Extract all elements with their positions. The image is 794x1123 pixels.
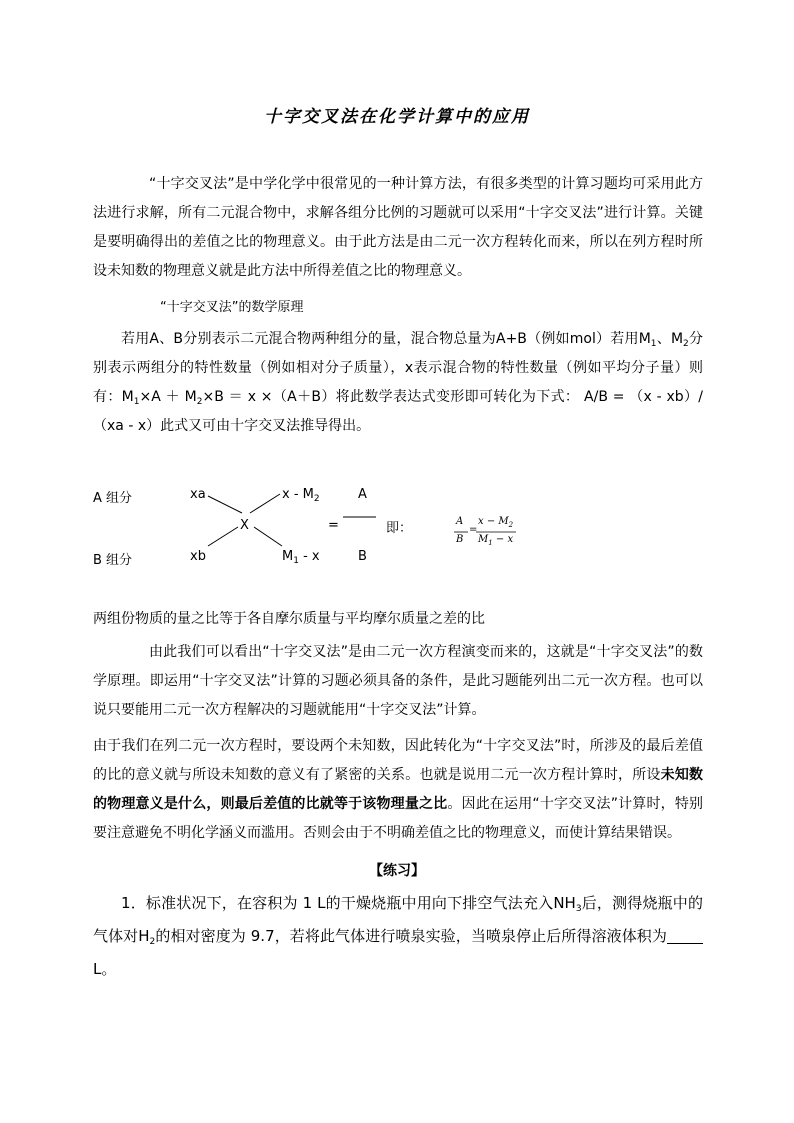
x-minus-m2-label: x - $M_2$ [282,487,320,504]
frac-right-den: $M_1 - x$ [478,534,514,547]
m1-minus-x-label: $M_1$ - x [282,549,320,566]
cross-x-label: X [240,518,249,533]
question-1: 1．标准状况下，在容积为 1 L的干燥烧瓶中用向下排空气法充入$NH_3$后，测得烧瓶中的气体对$H_2$的相对密度为 9.7，若将此气体进行喷泉实验，当喷泉停止后所得溶液体积为L。 [93,894,703,978]
xb-label: xb [190,549,206,564]
group-b-label: B 组分 [93,553,133,568]
ratio-a-label: A [358,487,367,502]
ratio-b-label: B [358,549,367,564]
cross-line-bottom-right [254,527,282,546]
xa-label: xa [190,487,206,502]
frac-left-num: A [456,516,464,527]
statement-line: 两组份物质的量之比等于各自摩尔质量与平均摩尔质量之差的比 [93,611,485,627]
cross-line-top-left [208,496,242,513]
principle-paragraph: 若用A、B分别表示二元混合物两种组分的量，混合物总量为A+B（例如mol）若用$M_1$、$M_2$分别表示两组分的特性数量（例如相对分子质量），x表示混合物的特性数量（例如平均分子量）则有：$M_1\times A + M_2\times B = x \times(A+B)$将此数学表达式变形即可转化为下式： A/B = （x - xb）/（xa - x）此式又可由十字交叉法推导得出。 [93,331,703,434]
namely-label: 即： [386,521,413,536]
practice-heading: 【练习】 [369,863,425,879]
document-title: 十字交叉法在化学计算中的应用 [264,107,530,127]
frac-left-den: B [456,534,464,545]
frac-right-num: $x - M_2$ [478,516,514,529]
frac-equals: = [469,524,478,535]
explain-paragraph-1: 由此我们可以看出“十字交叉法”是由二元一次方程演变而来的，这就是“十字交叉法”的数学原理。即运用“十字交叉法”计算的习题必须具备的条件，是此习题能列出二元一次方程。也可以说只要能用二元一次方程解决的习题就能用“十字交叉法”计算。 [93,644,703,718]
explain-paragraph-2: 由于我们在列二元一次方程时，要设两个未知数，因此转化为“十字交叉法”时，所涉及的最后差值的比的意义就与所设未知数的意义有了紧密的关系。也就是说用二元一次方程计算时，所设未知数的物理意义是什么，则最后差值的比就等于该物理量之比。因此在运用“十字交叉法”计算时，特别要注意避免不明化学涵义而滥用。否则会由于不明确差值之比的物理意义，而使计算结果错误。 [93,738,704,841]
cross-line-top-right [250,494,280,513]
equals-sign: = [328,518,339,533]
principle-heading: “十字交叉法”的数学原理 [160,300,304,315]
intro-paragraph: “十字交叉法”是中学化学中很常见的一种计算方法，有很多类型的计算习题均可采用此方法进行求解，所有二元混合物中，求解各组分比例的习题就可以采用“十字交叉法”进行计算。关键是要明确得出的差值之比的物理意义。由于此方法是由二元一次方程转化而来，所以在列方程时所设未知数的物理意义就是此方法中所得差值之比的物理意义。 [93,176,703,279]
group-a-label: A 组分 [93,491,133,506]
answer-blank[interactable] [667,927,703,944]
cross-line-bottom-left [208,527,238,546]
